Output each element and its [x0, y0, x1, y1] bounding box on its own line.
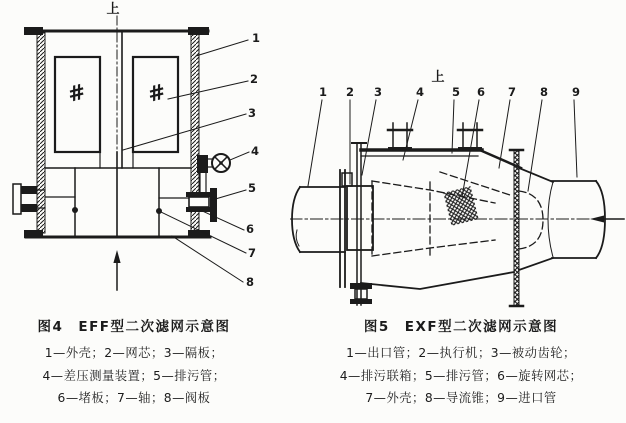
- outlet-pipe: [292, 170, 345, 287]
- drain-header: [361, 123, 521, 168]
- vessel-internals: [45, 152, 191, 237]
- callout-numbers: [246, 31, 260, 289]
- flange-ring: [510, 150, 523, 306]
- callout-number: 5: [247, 181, 257, 195]
- figure5-caption: [308, 315, 614, 410]
- pressure-measuring-valve: [197, 154, 230, 192]
- callout-number: 9: [571, 85, 581, 99]
- callout-number: 3: [247, 106, 257, 120]
- up-label: 上: [431, 70, 445, 85]
- shell-outline: [361, 168, 553, 289]
- figure4-caption-line: 6—堵板；7—轴；8—阀板: [57, 391, 211, 405]
- figure5-caption-line: 4—排污联箱；5—排污管；6—旋转网芯；: [339, 368, 583, 383]
- figure4-caption-title: 图4 EFF型二次滤网示意图: [37, 319, 231, 335]
- figure4-caption-line: 4—差压测量装置；5—排污管；: [42, 368, 226, 383]
- screen-mesh-patch: [443, 186, 478, 226]
- figure5-caption-line: 7—外壳；8—导流锥；9—进口管: [365, 391, 557, 405]
- guide-cone-dashed: [519, 191, 543, 249]
- rotating-screen-dashed: [372, 172, 513, 256]
- callout-number: 7: [507, 85, 517, 99]
- mesh-icon: #: [145, 79, 169, 107]
- callout-number: 1: [251, 31, 261, 45]
- callout-number: 1: [318, 85, 328, 99]
- flow-arrow: [113, 250, 120, 290]
- figure4-drawing: [0, 0, 290, 312]
- figure5-caption-title: 图5 EXF型二次滤网示意图: [363, 319, 559, 335]
- callout-number: 4: [250, 144, 260, 158]
- callout-number: 2: [249, 72, 259, 86]
- callout-number: 2: [345, 85, 355, 99]
- callout-number: 6: [245, 222, 255, 236]
- figure5-caption-line: 1—出口管；2—执行机；3—被动齿轮；: [346, 346, 576, 360]
- up-label: 上: [106, 2, 120, 17]
- callout-number: 8: [539, 85, 549, 99]
- callout-number: 6: [476, 85, 486, 99]
- callout-number: 7: [247, 246, 257, 260]
- figure4-caption: [14, 315, 254, 410]
- callout-number: 4: [415, 85, 425, 99]
- figure5-drawing: [290, 0, 626, 312]
- flow-arrow: [590, 216, 604, 223]
- callout-number: 8: [245, 275, 255, 289]
- mesh-icon: #: [65, 79, 89, 107]
- callout-numbers: [319, 85, 580, 99]
- figure4-caption-line: 1—外壳；2—网芯；3—隔板；: [44, 346, 224, 360]
- callout-number: 5: [451, 85, 461, 99]
- callout-number: 3: [373, 85, 383, 99]
